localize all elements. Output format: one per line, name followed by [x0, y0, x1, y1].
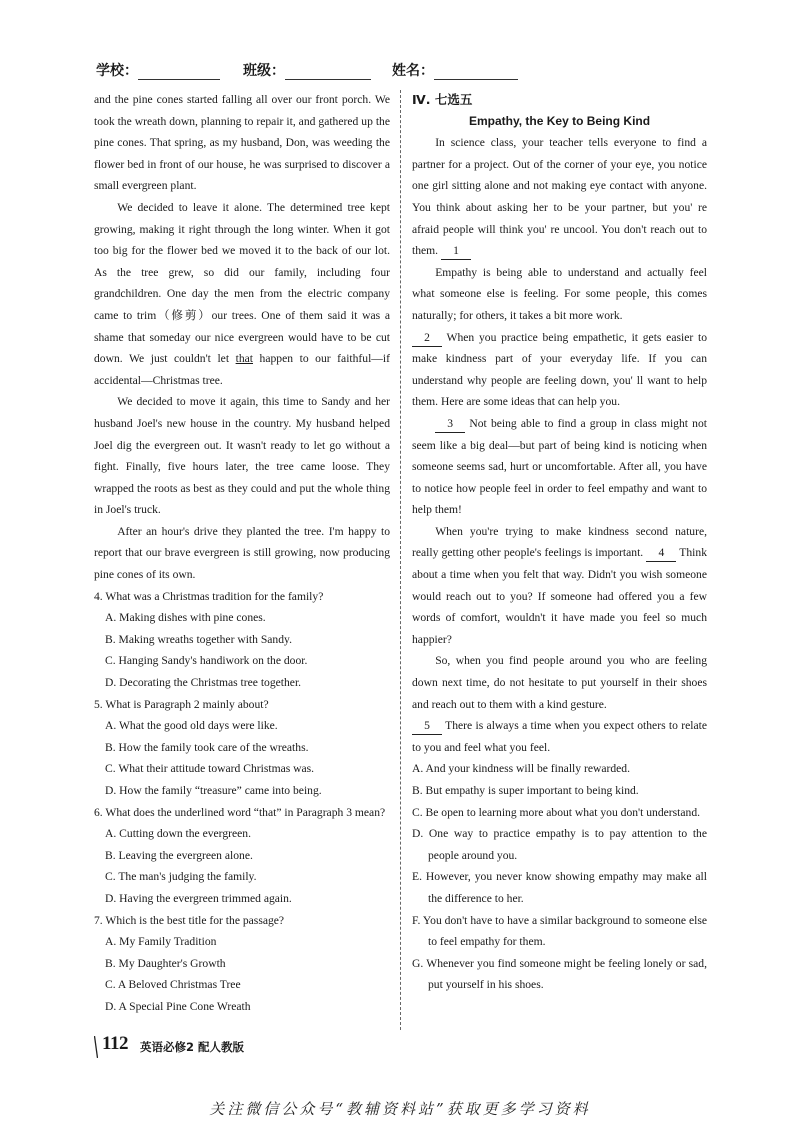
name-field[interactable]: 姓名：	[392, 60, 518, 80]
passage-paragraph: We decided to leave it alone. The determined tree kept growing, making it right through the long winter. When it got too big for the flower bed we moved it to the back of our lot. As the tree grew, so did our family, including four grandchildren. One day the men from the electric company came to trim（修剪）our trees. One of them said it was a shame that someday our nice evergreen would have to be cut down. We just couldn't let that happen to our faithful—if accidental—Christmas tree.	[94, 200, 390, 387]
section-title: Ⅳ. 七选五	[412, 92, 473, 107]
question-stem: 6. What does the underlined word “that” in Paragraph 3 mean?	[94, 805, 386, 819]
answer-option[interactable]: A. Making dishes with pine cones.	[105, 611, 266, 625]
left-column	[94, 89, 390, 1018]
question-4	[94, 586, 390, 694]
answer-option[interactable]: B. Making wreaths together with Sandy.	[105, 632, 292, 646]
answer-option[interactable]: B. How the family took care of the wreaths.	[105, 740, 309, 754]
column-divider	[400, 90, 401, 1030]
option-item[interactable]: G. Whenever you find someone might be feeling lonely or sad, put yourself in his shoes.	[412, 956, 707, 992]
passage-paragraph: In science class, your teacher tells everyone to find a partner for a project. Out of the corner of your eye, you notice one girl sitting alone and not making eye contact with anyone. You think about asking her to be your partner, but you' re afraid people will think you' re uncool. You don't reach out to them. 1	[412, 132, 707, 262]
answer-option[interactable]: A. Cutting down the evergreen.	[105, 827, 251, 841]
answer-option[interactable]: A. My Family Tradition	[105, 935, 217, 949]
answer-option[interactable]: B. Leaving the evergreen alone.	[105, 848, 253, 862]
class-field[interactable]: 班级：	[243, 60, 371, 80]
passage-paragraph: After an hour's drive they planted the tree. I'm happy to report that our brave evergreen is still growing, now producing pine cones of its own.	[94, 524, 390, 582]
answer-blank-3[interactable]: 3	[435, 416, 465, 433]
article-title: Empathy, the Key to Being Kind	[468, 113, 651, 128]
question-5	[94, 694, 390, 802]
passage-paragraph: 5 There is always a time when you expect others to relate to you and feel what you feel.	[412, 719, 707, 754]
answer-option[interactable]: C. Hanging Sandy's handiwork on the door.	[105, 654, 308, 668]
school-blank-line[interactable]	[138, 65, 220, 80]
passage-paragraph: So, when you find people around you who are feeling down next time, do not hesitate to put yourself in their shoes and reach out to them with a kind gesture.	[412, 654, 707, 711]
answer-option[interactable]: D. Decorating the Christmas tree together.	[105, 676, 302, 690]
question-6	[94, 802, 390, 910]
slash-decoration-icon	[94, 1036, 98, 1058]
option-item[interactable]: F. You don't have to have a similar background to someone else to feel empathy for them.	[412, 913, 707, 949]
watermark-text: 关注微信公众号“教辅资料站”获取更多学习资料	[209, 1100, 591, 1118]
page-number: 112	[102, 1033, 128, 1054]
answer-option[interactable]: C. The man's judging the family.	[105, 870, 257, 884]
option-list	[412, 758, 707, 996]
option-item[interactable]: D. One way to practice empathy is to pay attention to the people around you.	[412, 827, 707, 862]
option-item[interactable]: B. But empathy is super important to being kind.	[412, 784, 639, 797]
option-item[interactable]: E. However, you never know showing empathy may make all the difference to her.	[412, 870, 707, 905]
option-item[interactable]: C. Be open to learning more about what you don't understand.	[412, 805, 701, 819]
book-title: 英语必修2 配人教版	[140, 1040, 245, 1054]
answer-option[interactable]: D. A Special Pine Cone Wreath	[105, 999, 251, 1013]
question-7	[94, 910, 390, 1018]
answer-blank-1[interactable]: 1	[441, 243, 471, 260]
answer-option[interactable]: C. What their attitude toward Christmas was.	[105, 762, 315, 776]
answer-blank-4[interactable]: 4	[646, 545, 676, 562]
name-blank-line[interactable]	[434, 65, 518, 80]
class-blank-line[interactable]	[285, 65, 371, 80]
question-stem: 5. What is Paragraph 2 mainly about?	[94, 697, 269, 711]
answer-option[interactable]: D. Having the evergreen trimmed again.	[105, 891, 292, 905]
option-item[interactable]: A. And your kindness will be finally rewarded.	[412, 762, 630, 776]
passage-paragraph: When you're trying to make kindness second nature, really getting other people's feelings is important. 4 Think about a time when you felt that way. Didn't you wish someone would reach out to you? If someone had offered you a few words of comfort, wouldn't it have made you feel so much happier?	[412, 524, 707, 646]
question-stem: 7. Which is the best title for the passage?	[94, 913, 285, 927]
answer-blank-5[interactable]: 5	[412, 718, 442, 735]
passage-paragraph: We decided to move it again, this time to Sandy and her husband Joel's new house in the country. My husband helped Joel dig the evergreen out. It wasn't ready to let go without a fight. Finally, five hours later, the tree came loose. They wrapped the roots as best as they could and put the whole thing in Joel's truck.	[94, 395, 390, 517]
passage-paragraph: Empathy is being able to understand and actually feel what someone else is feeling. For some people, this comes naturally; for others, it takes a bit more work.	[412, 265, 707, 322]
answer-blank-2[interactable]: 2	[412, 330, 442, 347]
answer-option[interactable]: B. My Daughter's Growth	[105, 956, 226, 970]
right-column	[412, 89, 707, 996]
answer-option[interactable]: C. A Beloved Christmas Tree	[105, 978, 241, 992]
answer-option[interactable]: A. What the good old days were like.	[105, 719, 278, 733]
answer-option[interactable]: D. How the family “treasure” came into being.	[105, 784, 322, 797]
school-field[interactable]: 学校：	[96, 60, 220, 80]
underlined-word-that: that	[235, 352, 253, 366]
passage-paragraph: and the pine cones started falling all over our front porch. We took the wreath down, planning to repair it, and gathered up the pine cones. That spring, as my husband, Don, was weeding the flower bed in front of our house, he was surprised to discover a small evergreen plant.	[94, 93, 390, 193]
question-stem: 4. What was a Christmas tradition for the family?	[94, 589, 324, 603]
student-info-header	[96, 60, 716, 86]
passage-paragraph: 3 Not being able to find a group in class might not seem like a big deal—but part of being kind is noticing when someone seems sad, hurt or uncomfortable. After all, you have to notice how people feel in order to feel empathy and want to help them!	[412, 416, 707, 517]
passage-paragraph: 2 When you practice being empathetic, it gets easier to make kindness part of your everyday life. If you can understand why people are feeling down, you' ll want to help them. Here are some ideas that can help you.	[412, 330, 707, 409]
